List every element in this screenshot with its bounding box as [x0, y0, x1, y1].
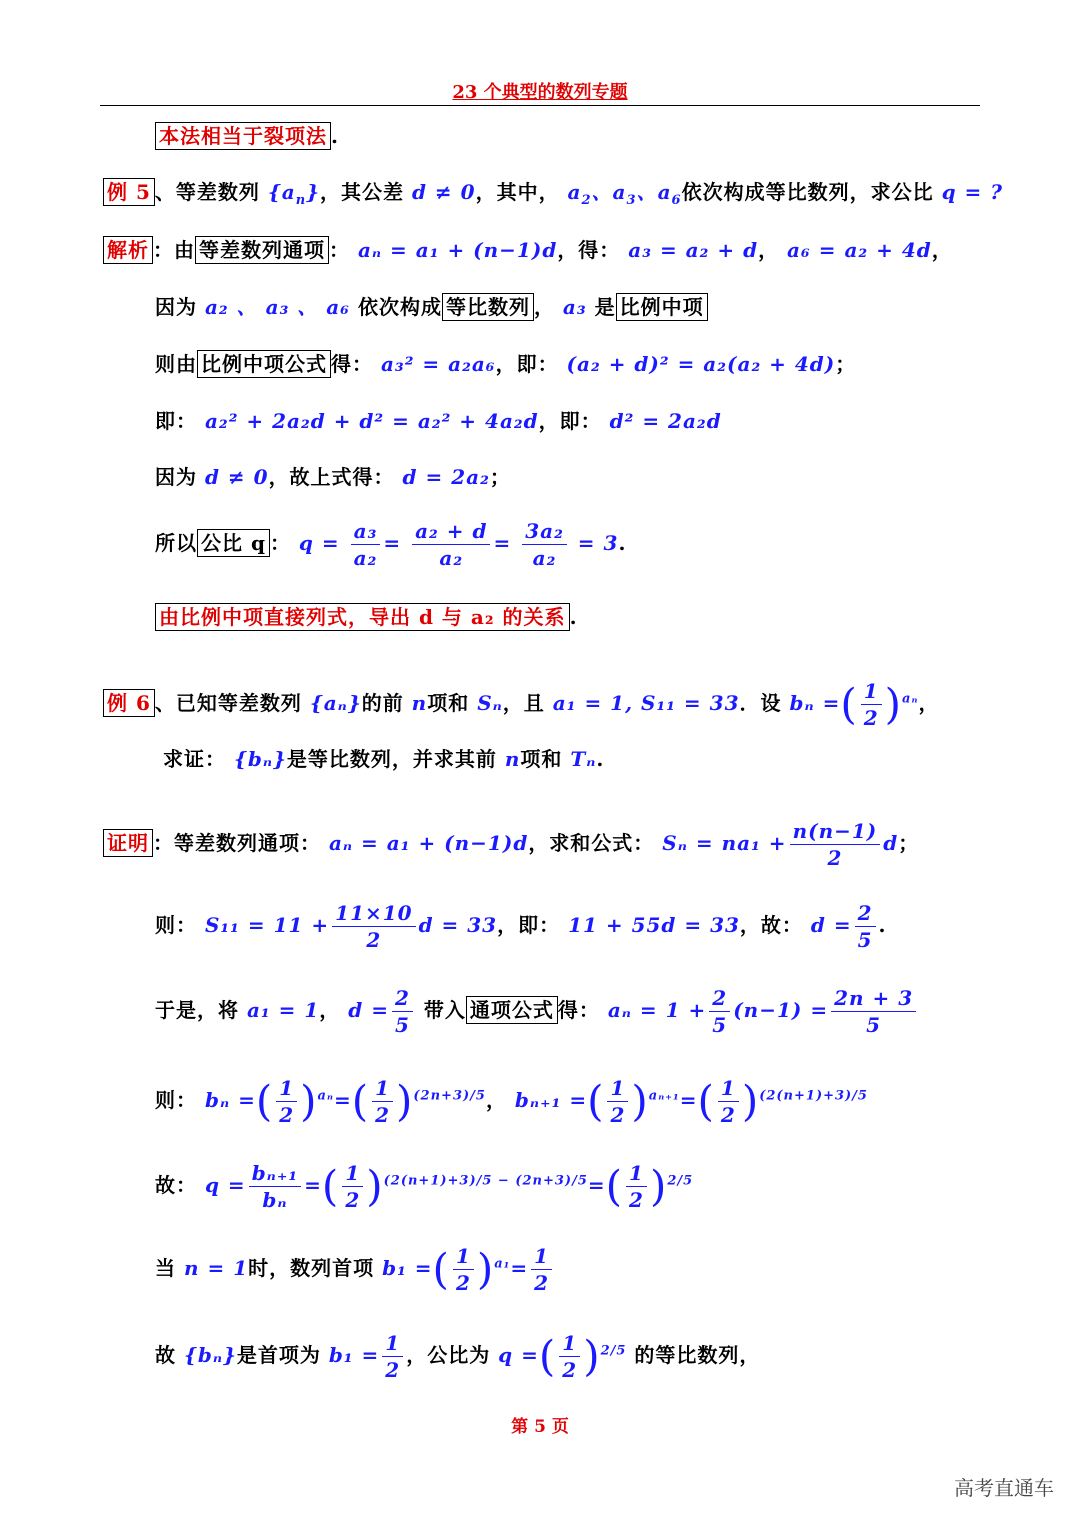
proof-l7-q: q =	[498, 1343, 539, 1367]
proof-l5-exp2: 2/5	[667, 1173, 694, 1189]
half-den: 2	[375, 1103, 391, 1127]
proof-l6-text2: 时，数列首项	[248, 1256, 375, 1280]
proof-l2-f3: d =	[810, 913, 852, 937]
example6-n: n	[411, 691, 428, 715]
example6-cond: a₁ = 1, S₁₁ = 33	[552, 691, 740, 715]
half-den: 2	[455, 1271, 471, 1295]
solution5-l5-f1: d ≠ 0	[204, 465, 269, 489]
example6-l2-Tn: Tₙ	[570, 747, 597, 771]
proof-l7-text2: 是首项为	[236, 1343, 321, 1367]
proof-l5-text1: 故：	[155, 1173, 197, 1197]
solution5-l1-text1: ：由	[153, 238, 195, 262]
solution5-l5-text1: 因为	[155, 465, 197, 489]
solution5-line3: 则由 比例中项公式 得： a₃² = a₂a₆，即： (a₂ + d)² = a₂(a₂ + 4d)；	[155, 352, 857, 376]
half-num: 1	[718, 1075, 739, 1102]
solution5-l1-f3: a₆ = a₂ + 4d	[787, 238, 932, 262]
example5-mid3: 依次构成等比数列，求公比	[681, 180, 934, 204]
solution5-l1-f2: a₃ = a₂ + d	[628, 238, 759, 262]
proof-l3-f1: a₁ = 1	[246, 998, 320, 1022]
example5-mid1: ，其公差	[320, 180, 405, 204]
half-num: 1	[276, 1075, 297, 1102]
solution5-line4	[155, 407, 722, 435]
solution5-l1-box: 等差数列通项	[195, 236, 329, 264]
half-num: 1	[372, 1075, 393, 1102]
half-den: 2	[279, 1103, 295, 1127]
solution5-l2-text1: 因为	[155, 295, 197, 319]
example6-exp: aₙ	[902, 691, 919, 707]
proof-l4-half3	[607, 1075, 628, 1128]
proof-l5-half1	[342, 1160, 363, 1213]
proof-line4: 则： bₙ =( $\frac{1}{2}$ )$^{a_n}$=( $\frac{1}{2}$ )$^{(2n+3)/5}$， bₙ₊₁ =( $\frac{1}{2}$ )$^{a_{n+1}}$=( $\frac{1}{2}$ )$^{(2(n+1)+3)/5}$	[155, 1076, 868, 1127]
solution5-l2-text3: 是	[594, 295, 616, 319]
solution5-l4-f1: a₂² + 2a₂d + d² = a₂² + 4a₂d	[204, 409, 539, 433]
half-den: 2	[610, 1103, 626, 1127]
half-num: 1	[626, 1160, 647, 1187]
frac2-num: a₂ + d	[412, 518, 490, 545]
proof-l2-frac-num: 11×10	[332, 900, 415, 927]
frac1-den: a₂	[353, 546, 378, 570]
example6-l2-seq: {bₙ}	[233, 747, 287, 771]
proof-line7: 故 {bₙ}是首项为 b₁ = $\frac{1}{2}$ ，公比为 q =( $\frac{1}{2}$ )$^{2/5}$ 的等比数列，	[155, 1331, 761, 1382]
solution5-l3-f1: a₃² = a₂a₆	[380, 352, 496, 376]
proof-l3-f3frac-num: 2	[709, 985, 730, 1012]
half-den: 2	[534, 1271, 550, 1295]
proof-l4-exp3: aₙ₊₁	[648, 1088, 680, 1104]
proof-l1-f2b: d	[883, 831, 899, 855]
example6-line2: 求证： {bₙ}是等比数列，并求其前 n项和 Tₙ.	[163, 747, 605, 771]
proof-l4-half4	[718, 1075, 739, 1128]
half-num: 1	[342, 1160, 363, 1187]
proof-l2-text2: ，即：	[497, 913, 561, 937]
example6-text2: 的前	[361, 691, 404, 715]
solution5-line5: 因为 d ≠ 0，故上式得： d = 2a₂；	[155, 465, 511, 489]
proof-l3-f4frac	[831, 985, 916, 1038]
proof-l3-f2: d =	[348, 998, 389, 1022]
proof-line1: 证明 ：等差数列通项： aₙ = a₁ + (n−1)d，求和公式： Sₙ = na₁ + $\frac{n(n-1)}{2}$ d；	[103, 818, 919, 871]
example5-terms: $a_2$、$a_3$、$a_6$	[567, 180, 682, 208]
proof-l5-qfrac-num: bₙ₊₁	[249, 1160, 301, 1187]
example6-text3: 项和	[427, 691, 470, 715]
example5-seq: $\{a_n\}$	[267, 180, 321, 208]
solution5-l3-text3: ，即：	[495, 352, 559, 376]
proof-l6-exp: a₁	[494, 1256, 511, 1272]
proof-l1-frac	[790, 818, 881, 871]
proof-l5-qfrac	[249, 1160, 301, 1213]
half-num: 1	[861, 678, 882, 705]
proof-l4-half2	[372, 1075, 393, 1128]
half-num: 1	[559, 1330, 580, 1357]
proof-l4-bn: bₙ =	[204, 1088, 256, 1112]
proof-l2-dfrac-num: 2	[855, 900, 876, 927]
proof-l5-half2	[626, 1160, 647, 1213]
proof-l3-text1: 于是，将	[155, 998, 239, 1022]
proof-l6-half1	[453, 1243, 474, 1296]
proof-l1-text1: ：等差数列通项：	[153, 831, 321, 855]
proof-l2-dfrac	[855, 900, 876, 953]
example5-statement	[103, 178, 1003, 215]
proof-l3-dfrac	[392, 985, 413, 1038]
proof-l3-f3frac	[709, 985, 730, 1038]
half-den: 2	[629, 1188, 644, 1212]
solution5-l6-text1: 所以	[155, 531, 197, 555]
proof-l5-q: q =	[204, 1173, 246, 1197]
proof-l4-bn1: bₙ₊₁ =	[514, 1088, 588, 1112]
solution5-l4-f2: d² = 2a₂d	[609, 409, 722, 433]
solution5-l5-text2: ，故上式得：	[268, 465, 395, 489]
example5-mid2: ，其中，	[475, 180, 560, 204]
proof-l7-b1: b₁ =	[328, 1343, 380, 1367]
proof-l4-exp1: aₙ	[317, 1088, 334, 1104]
proof-l2-text1: 则：	[155, 913, 197, 937]
solution5-l6-end: = 3	[577, 531, 619, 555]
example6-text1: 、已知等差数列	[154, 691, 302, 715]
example6-text4: ，且	[502, 691, 545, 715]
solution5-l2-text2: 依次构成	[357, 295, 442, 319]
example6-seq: {aₙ}	[309, 691, 362, 715]
solution5-note: 由比例中项直接列式，导出 d 与 a₂ 的关系 .	[155, 603, 578, 631]
intro-note-box: 本法相当于裂项法	[155, 122, 331, 150]
example6-l2-text3: 项和	[520, 747, 563, 771]
solution5-l6-q: q =	[298, 531, 340, 555]
proof-l6-f1: n = 1	[183, 1256, 249, 1280]
proof-l6-b1: b₁ =	[382, 1256, 433, 1280]
proof-l1-f2a: Sₙ = na₁ +	[662, 831, 787, 855]
proof-l2-dfrac-den: 5	[857, 928, 873, 952]
example5-tag: 例 5	[103, 178, 155, 206]
solution5-l4-text2: ，即：	[538, 409, 602, 433]
proof-l2-frac	[332, 900, 415, 953]
half-den: 2	[863, 706, 879, 730]
solution5-l3-box: 比例中项公式	[197, 350, 331, 378]
solution5-l1-f1: aₙ = a₁ + (n−1)d	[357, 238, 558, 262]
example6-l2-text2: 是等比数列，并求其前	[286, 747, 497, 771]
proof-l4-exp2: (2n+3)/5	[413, 1088, 486, 1104]
example6-l2-n: n	[504, 747, 521, 771]
proof-line3: 于是，将 a₁ = 1， d = $\frac{2}{5}$ 带入 通项公式 得： aₙ = 1 + $\frac{2}{5}$ (n−1) = $\frac{2n + 3}{5}$	[155, 985, 919, 1038]
proof-l1-f1: aₙ = a₁ + (n−1)d	[328, 831, 529, 855]
half-num: 1	[607, 1075, 628, 1102]
proof-l5-exp1: (2(n+1)+3)/5 − (2n+3)/5	[383, 1173, 588, 1189]
proof-l3-text2: 带入	[423, 998, 466, 1022]
proof-l1-frac-den: 2	[827, 846, 843, 870]
solution5-l5-f2: d = 2a₂	[402, 465, 490, 489]
example6-text5: ．设	[739, 691, 782, 715]
proof-l7-text4: 的等比数列，	[634, 1343, 761, 1367]
solution5-l2-box2: 比例中项	[616, 293, 708, 321]
proof-tag: 证明	[103, 829, 153, 857]
proof-l6-half2	[531, 1243, 552, 1296]
solution5-l2-a3: a₃	[562, 295, 587, 319]
proof-l3-text3: 得：	[557, 998, 600, 1022]
proof-l1-frac-num: n(n−1)	[790, 818, 881, 845]
solution5-l1-text2: ，得：	[557, 238, 621, 262]
proof-l7-text1: 故	[155, 1343, 176, 1367]
half-den: 2	[345, 1188, 361, 1212]
proof-line6: 当 n = 1时，数列首项 b₁ =( $\frac{1}{2}$ )$^{a_1}$= $\frac{1}{2}$	[155, 1243, 555, 1296]
solution5-line1: 解析 ：由 等差数列通项 ： aₙ = a₁ + (n−1)d，得： a₃ = a₂ + d， a₆ = a₂ + 4d，	[103, 236, 953, 264]
proof-l4-exp4: (2(n+1)+3)/5	[759, 1088, 868, 1104]
solution5-l2-box1: 等比数列	[442, 293, 534, 321]
example5-cond: d ≠ 0	[411, 180, 476, 204]
proof-l7-half1	[382, 1330, 403, 1383]
half-num: 1	[531, 1243, 552, 1270]
frac3-den: a₂	[532, 546, 557, 570]
frac2-den: a₂	[439, 546, 464, 570]
solution5-line6: 所以 公比 q ： q = $\frac{\text{a₃}}{\text{a₂}}$ = $\frac{\text{a₂ + d}}{\text{a₂}}$ = $\frac{\text{3a₂}}{\text{a₂}}$ = 3.	[155, 519, 627, 570]
proof-l3-f4frac-den: 5	[866, 1013, 882, 1037]
proof-l2-f1b: d = 33	[418, 913, 498, 937]
example6-bn: bₙ =	[789, 691, 841, 715]
half-den: 2	[720, 1103, 736, 1127]
solution5-l6-frac1	[351, 518, 381, 571]
page-header-title: 23 个典型的数列专题	[452, 82, 628, 103]
half-num: 1	[382, 1330, 403, 1357]
proof-l5-qfrac-den: bₙ	[262, 1188, 288, 1212]
solution5-l3-text1: 则由	[155, 352, 197, 376]
proof-l3-f3: aₙ = 1 +	[607, 998, 707, 1022]
example6-tag: 例 6	[103, 689, 155, 717]
solution5-line2: 因为 a₂ 、 a₃ 、 a₆ 依次构成 等比数列 ， a₃ 是 比例中项	[155, 293, 708, 321]
solution5-l6-box: 公比 q	[197, 529, 270, 557]
solution5-note-box: 由比例中项直接列式，导出 d 与 a₂ 的关系	[155, 603, 570, 631]
example6-l2-text1: 求证：	[163, 747, 226, 771]
example6-Sn: Sₙ	[477, 691, 503, 715]
proof-l3-f3frac-den: 5	[712, 1013, 728, 1037]
proof-l6-text1: 当	[155, 1256, 176, 1280]
example6-statement: 例 6 、已知等差数列 {aₙ}的前 n项和 Sₙ，且 a₁ = 1, S₁₁ = 33．设 bₙ =( $\frac{1}{2}$ )$^{a_n}$，	[103, 678, 939, 731]
example5-ask: q = ?	[941, 180, 1003, 204]
proof-l7-text3: ，公比为	[406, 1343, 491, 1367]
proof-l4-text1: 则：	[155, 1088, 197, 1112]
proof-l4-half1	[276, 1075, 297, 1128]
frac1-num: a₃	[351, 518, 381, 545]
proof-l2-f2: 11 + 55d = 33	[568, 913, 740, 937]
solution5-l3-f2: (a₂ + d)² = a₂(a₂ + 4d)	[566, 352, 836, 376]
example6-half	[861, 678, 882, 731]
half-den: 2	[385, 1358, 401, 1382]
proof-l7-half2	[559, 1330, 580, 1383]
page-footer: 第 5 页	[511, 1417, 569, 1437]
proof-l1-text2: ，求和公式：	[528, 831, 655, 855]
proof-l6-eq: =	[510, 1256, 529, 1280]
half-num: 1	[453, 1243, 474, 1270]
example5-prefix: 、等差数列	[154, 180, 260, 204]
proof-l3-dfrac-den: 5	[394, 1013, 410, 1037]
proof-l7-seq: {bₙ}	[183, 1343, 237, 1367]
half-den: 2	[562, 1358, 578, 1382]
solution5-l4-text1: 即：	[155, 409, 197, 433]
proof-line2: 则： S₁₁ = 11 + $\frac{11\times 10}{2}$ d = 33，即： 11 + 55d = 33，故： d = $\frac{2}{5}$ .	[155, 901, 887, 952]
intro-note: 本法相当于裂项法 .	[155, 122, 339, 150]
proof-l3-f3b: (n−1) =	[733, 998, 829, 1022]
proof-l2-f1a: S₁₁ = 11 +	[204, 913, 330, 937]
proof-l2-frac-den: 2	[366, 928, 382, 952]
solution5-l6-frac3	[522, 518, 567, 571]
proof-l7-exp: 2/5	[600, 1343, 627, 1359]
solution5-tag: 解析	[103, 236, 153, 264]
proof-l3-f4frac-num: 2n + 3	[831, 985, 916, 1012]
solution5-l2-terms: a₂ 、 a₃ 、 a₆	[204, 295, 350, 319]
proof-l3-dfrac-num: 2	[392, 985, 413, 1012]
solution5-l6-frac2	[412, 518, 490, 571]
proof-l3-box: 通项公式	[466, 996, 558, 1024]
proof-l2-text3: ，故：	[739, 913, 803, 937]
header-rule	[100, 105, 980, 106]
solution5-l3-text2: 得：	[331, 352, 373, 376]
proof-line5: 故： q = $\frac{\text{bₙ₊₁}}{\text{bₙ}}$ =( $\frac{1}{2}$ )$^{(2(n+1)+3)/5 - (2n+3)/5}$=( $\frac{1}{2}$ )$^{2/5}$	[155, 1161, 694, 1212]
watermark: 高考直通车	[954, 1476, 1054, 1500]
frac3-num: 3a₂	[522, 518, 567, 545]
